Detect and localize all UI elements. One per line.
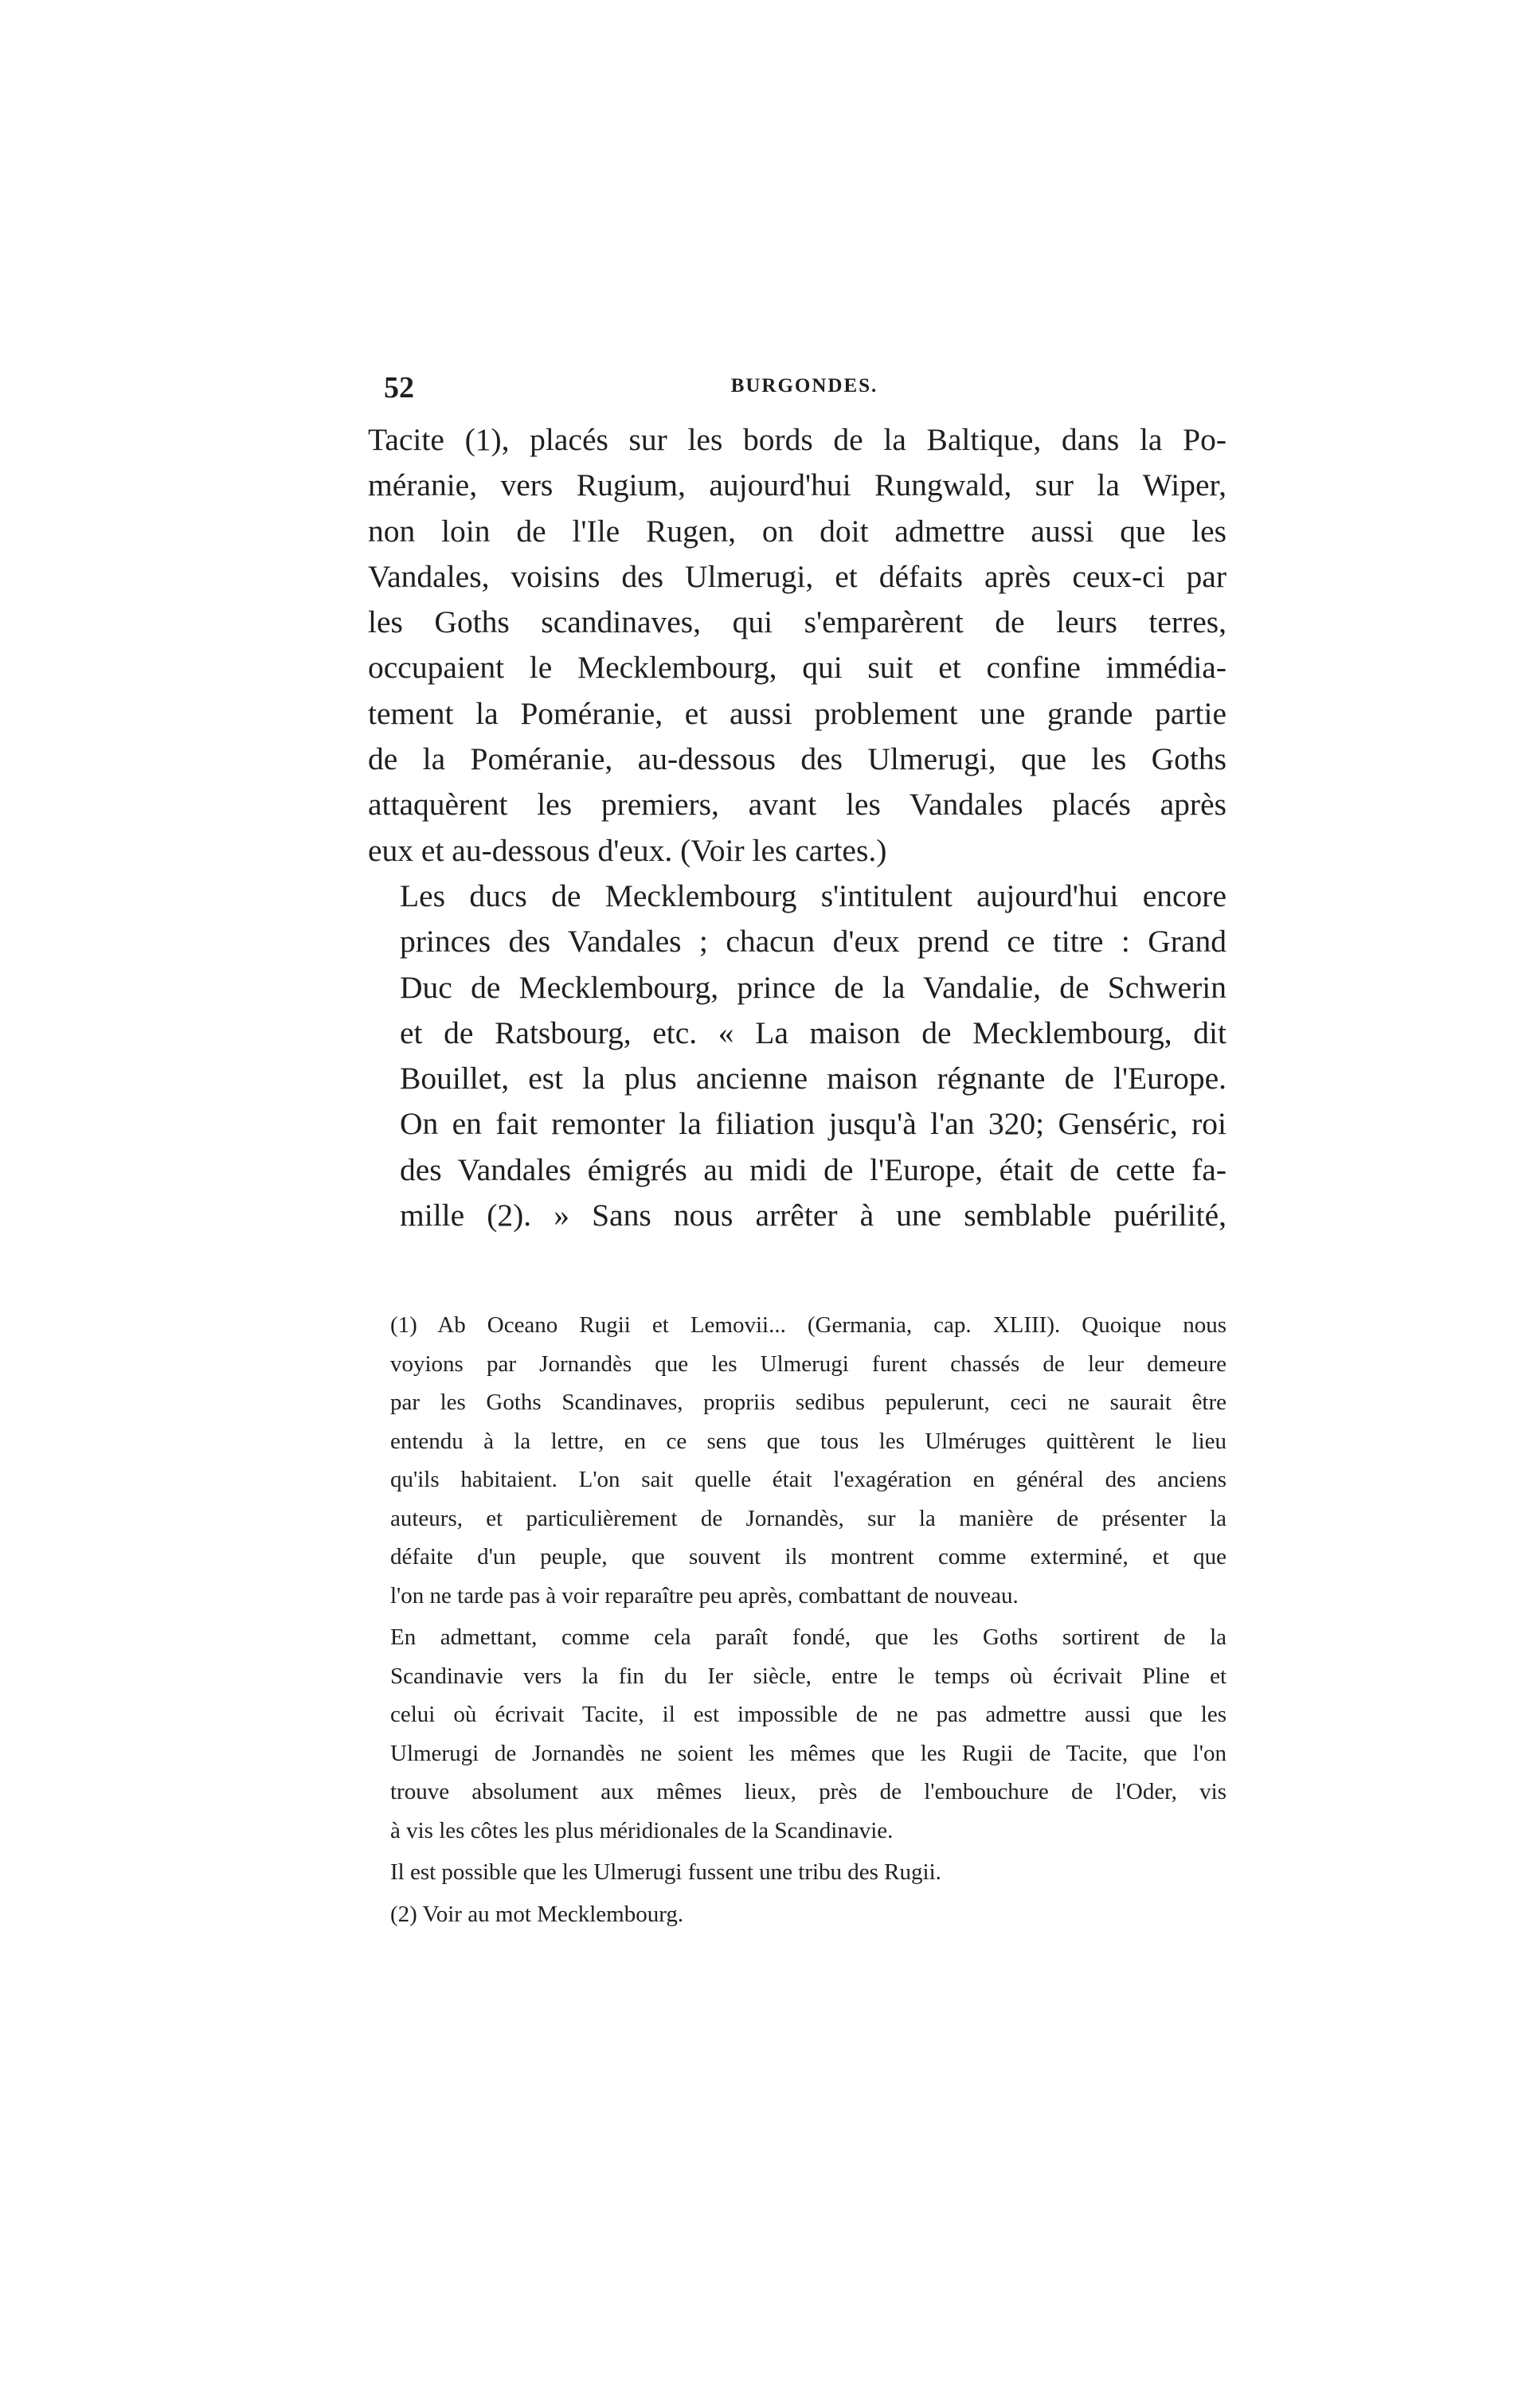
footnote-line: défaite d'un peuple, que souvent ils montrent comme exterminé, et que [390,1544,1226,1570]
footnote-line: à vis les côtes les plus méridionales de la Scandinavie. [390,1817,894,1843]
text-line: Vandales, voisins des Ulmerugi, et défaits après ceux-ci par [368,558,1226,594]
footnote-line: (1) Ab Oceano Rugii et Lemovii... (Germania, cap. XLIII). Quoique nous [390,1312,1226,1338]
footnote-line: Scandinavie vers la fin du Ier siècle, entre le temps où écrivait Pline et [390,1663,1226,1689]
text-line: Bouillet, est la plus ancienne maison régnante de l'Europe. [400,1061,1226,1096]
text-line: Duc de Mecklembourg, prince de la Vandalie, de Schwerin [400,969,1226,1005]
text-line: Les ducs de Mecklembourg s'intitulent aujourd'hui encore [400,878,1226,913]
footnote-line: auteurs, et particulièrement de Jornandès, sur la manière de présenter la [390,1505,1226,1531]
text-line: attaquèrent les premiers, avant les Vandales placés après [368,787,1226,823]
text-line: occupaient le Mecklembourg, qui suit et confine immédia- [368,650,1226,686]
footnote-1-continued [368,1618,1226,1850]
paragraph-1 [368,417,1226,874]
text-line: les Goths scandinaves, qui s'emparèrent de leurs terres, [368,604,1226,640]
footnote-line: par les Goths Scandinaves, propriis sedibus pepulerunt, ceci ne saurait être [390,1390,1226,1415]
footnotes [368,1306,1226,1933]
text-line: des Vandales émigrés au midi de l'Europe, était de cette fa- [400,1151,1226,1187]
footnote-line: Il est possible que les Ulmerugi fussent une tribu des Rugii. [390,1859,941,1885]
footnote-line: (2) Voir au mot Mecklembourg. [390,1901,684,1927]
footnote-line: En admettant, comme cela paraît fondé, que les Goths sortirent de la [390,1624,1226,1650]
footnote-line: celui où écrivait Tacite, il est impossible de ne pas admettre aussi que les [390,1702,1226,1727]
running-head: BURGONDES. [730,375,878,397]
text-line: On en fait remonter la filiation jusqu'à l'an 320; Genséric, roi [400,1106,1226,1142]
text-line: eux et au-dessous d'eux. (Voir les cartes.) [368,832,887,868]
paragraph-2 [368,874,1226,1238]
text-line: mille (2). » Sans nous arrêter à une semblable puérilité, [400,1198,1226,1233]
footnote-line: qu'ils habitaient. L'on sait quelle était l'exagération en général des anciens [390,1467,1226,1492]
footnote-line: trouve absolument aux mêmes lieux, près de l'embouchure de l'Oder, vis [390,1779,1226,1804]
main-text [368,417,1226,1238]
text-line: méranie, vers Rugium, aujourd'hui Rungwald, sur la Wiper, [368,467,1226,503]
text-line: non loin de l'Ile Rugen, on doit admettre aussi que les [368,513,1226,549]
footnote-1-note [368,1853,1226,1892]
footnote-2 [368,1895,1226,1934]
text-line: Tacite (1), placés sur les bords de la Baltique, dans la Po- [368,422,1226,457]
footnote-line: l'on ne tarde pas à voir reparaître peu après, combattant de nouveau. [390,1582,1019,1609]
text-line: tement la Poméranie, et aussi problement une grande partie [368,695,1226,731]
page-header [384,370,1225,410]
page-number: 52 [384,371,414,405]
text-line: de la Poméranie, au-dessous des Ulmerugi, que les Goths [368,741,1226,777]
footnote-line: Ulmerugi de Jornandès ne soient les mêmes que les Rugii de Tacite, que l'on [390,1740,1226,1766]
text-line: princes des Vandales ; chacun d'eux prend ce titre : Grand [400,924,1226,960]
footnote-line: voyions par Jornandès que les Ulmerugi furent chassés de leur demeure [390,1351,1226,1377]
text-line: et de Ratsbourg, etc. « La maison de Mecklembourg, dit [400,1014,1226,1050]
footnote-1 [368,1306,1226,1615]
footnote-line: entendu à la lettre, en ce sens que tous les Ulméruges quittèrent le lieu [390,1428,1226,1454]
